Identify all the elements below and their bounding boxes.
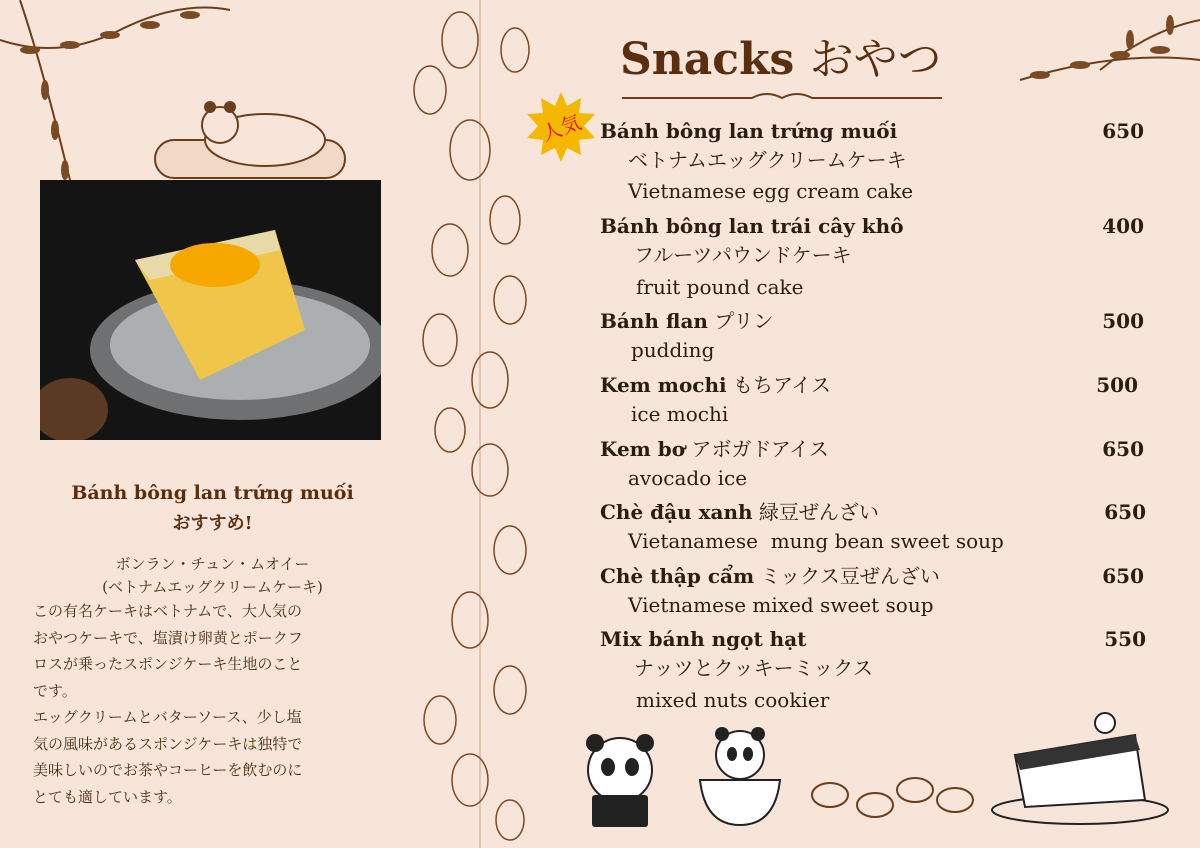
popular-badge-label: 人気 (538, 109, 585, 147)
branch-topright-illustration (1000, 0, 1200, 120)
menu-item (600, 213, 1160, 303)
description-line: この有名ケーキはベトナムで、大人気の (33, 602, 302, 620)
panda-laptop-illustration (570, 725, 670, 835)
item-name-jp: ナッツとクッキーミックス (634, 656, 873, 680)
title-flourish-divider (622, 88, 942, 104)
item-price: 500 (1102, 309, 1144, 333)
cake-slice-illustration (985, 695, 1175, 835)
description-line: とても適しています。 (33, 787, 182, 806)
item-name-jp: プリン (714, 309, 774, 333)
item-name-jp: アボガドアイス (691, 437, 829, 461)
item-price: 650 (1104, 500, 1146, 524)
item-name-vn: Bánh bông lan trái cây khô (600, 214, 904, 238)
item-name-vn: Kem mochi (600, 373, 727, 397)
menu-item (600, 626, 1160, 716)
menu-title-en: Snacks (620, 34, 795, 85)
description-line: です。 (33, 681, 77, 700)
popular-starburst-badge (526, 92, 596, 162)
description-line: 気の風味があるスポンジケーキは独特で (33, 734, 303, 753)
item-name-jp: フルーツパウンドケーキ (634, 243, 852, 267)
item-name-en: ice mochi (631, 402, 729, 426)
item-price: 400 (1102, 214, 1144, 238)
description-line: おやつケーキで、塩漬け卵黄とポークフ (33, 628, 303, 647)
item-price: 650 (1102, 437, 1144, 461)
menu-title-jp: おやつ (809, 34, 942, 85)
item-name-vn: Chè thập cẩm (600, 564, 755, 588)
featured-translation: (ベトナムエッグクリームケーキ) (102, 578, 323, 596)
description-line: エッグクリームとバターソース、少し塩 (33, 708, 302, 726)
item-name-vn: Bánh flan (600, 309, 708, 333)
featured-item-title: Bánh bông lan trứng muối (71, 482, 354, 504)
sleeping-panda-illustration (150, 95, 350, 185)
item-name-en: Vietanamese mung bean sweet soup (628, 529, 1004, 553)
item-name-jp: ベトナムエッグクリームケーキ (628, 148, 907, 172)
panda-cup-illustration (690, 720, 800, 830)
item-price: 550 (1104, 627, 1146, 651)
featured-cake-photo (40, 180, 381, 440)
item-name-vn: Mix bánh ngọt hạt (600, 627, 807, 651)
featured-description (33, 598, 373, 810)
item-name-en: Vietnamese mixed sweet soup (628, 593, 934, 617)
item-name-vn: Bánh bông lan trứng muối (600, 119, 898, 143)
coffee-beans-illustration (805, 765, 985, 825)
item-name-jp: もちアイス (732, 373, 831, 397)
featured-reading: ボンラン・チュン・ムオイー (115, 555, 310, 573)
menu-item (600, 436, 1160, 494)
item-name-en: Vietnamese egg cream cake (628, 179, 914, 203)
item-name-vn: Chè đậu xanh (600, 500, 753, 524)
item-name-en: fruit pound cake (636, 275, 804, 299)
menu-item (600, 499, 1160, 557)
description-line: 美味しいのでお茶やコーヒーを飲むのに (33, 761, 303, 779)
featured-recommend-label: おすすめ! (172, 513, 253, 534)
item-price: 650 (1102, 564, 1144, 588)
item-name-jp: ミックス豆ぜんざい (760, 564, 940, 588)
item-name-en: pudding (631, 338, 715, 362)
item-price: 500 (1096, 373, 1138, 397)
description-line: ロスが乗ったスポンジケーキ生地のこと (33, 655, 303, 673)
menu-item (600, 372, 1160, 430)
menu-title (620, 32, 942, 88)
menu-item (600, 118, 1160, 207)
menu-item (600, 563, 1160, 621)
item-name-vn: Kem bơ (600, 437, 686, 461)
item-name-jp: 緑豆ぜんざい (758, 500, 879, 524)
menu-item (600, 308, 1160, 366)
item-name-en: avocado ice (628, 466, 748, 490)
item-price: 650 (1102, 119, 1144, 143)
item-name-en: mixed nuts cookier (636, 688, 830, 712)
